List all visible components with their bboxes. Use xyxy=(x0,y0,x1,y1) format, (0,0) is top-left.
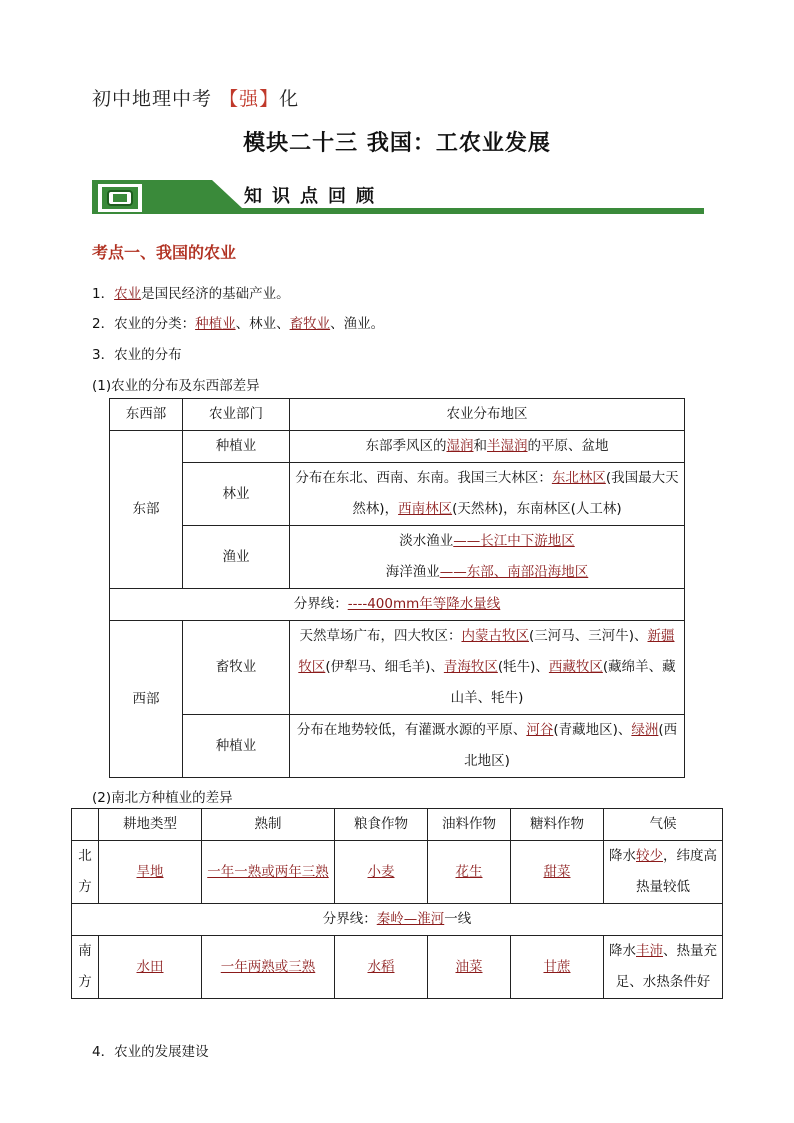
sugar-cell: 甜菜 xyxy=(511,841,604,904)
distribution-cell: 分布在东北、西南、东南。我国三大林区：东北林区(我国最大天然林)，西南林区(天然林)，东南林区(人工林) xyxy=(290,463,685,526)
table-row xyxy=(110,589,685,621)
grain-cell: 小麦 xyxy=(335,841,428,904)
dept-cell: 渔业 xyxy=(183,526,290,589)
climate-cell: 降水较少，纬度高热量较低 xyxy=(604,841,723,904)
oil-cell: 油菜 xyxy=(428,936,511,999)
table-row xyxy=(110,399,685,431)
distribution-cell: 分布在地势较低，有灌溉水源的平原、河谷(青藏地区)、绿洲(西北地区) xyxy=(290,715,685,778)
section-heading: 考点一、我国的农业 xyxy=(92,243,237,262)
page-title: 模块二十三 我国：工农业发展 xyxy=(243,131,551,156)
sugar-cell: 甘蔗 xyxy=(511,936,604,999)
header-cell: 气候 xyxy=(604,809,723,841)
distribution-cell: 淡水渔业——长江中下游地区 海洋渔业——东部、南部沿海地区 xyxy=(290,526,685,589)
dept-cell: 种植业 xyxy=(183,715,290,778)
region-west: 西部 xyxy=(110,621,183,778)
dept-cell: 林业 xyxy=(183,463,290,526)
land-cell: 旱地 xyxy=(99,841,202,904)
dept-cell: 畜牧业 xyxy=(183,621,290,715)
grain-cell: 水稻 xyxy=(335,936,428,999)
doc-header xyxy=(92,84,299,111)
north-south-table xyxy=(71,808,723,999)
south-label: 南方 xyxy=(72,936,99,999)
header-cell xyxy=(72,809,99,841)
table-row xyxy=(110,526,685,589)
header-cell: 油料作物 xyxy=(428,809,511,841)
banner-title: 知识点回顾 xyxy=(244,186,384,207)
table-row xyxy=(110,463,685,526)
subheading-2: (2)南北方种植业的差异 xyxy=(92,790,233,806)
header-cell: 耕地类型 xyxy=(99,809,202,841)
table-row xyxy=(110,715,685,778)
table-row xyxy=(72,809,723,841)
table-row xyxy=(72,904,723,936)
item-4: 4．农业的发展建设 xyxy=(92,1044,209,1060)
item-1: 1．农业是国民经济的基础产业。 xyxy=(92,286,290,302)
land-cell: 水田 xyxy=(99,936,202,999)
table-row xyxy=(72,841,723,904)
section-banner xyxy=(92,180,704,216)
subheading-1: (1)农业的分布及东西部差异 xyxy=(92,378,260,394)
crop-system-cell: 一年一熟或两年三熟 xyxy=(202,841,335,904)
table-row xyxy=(72,936,723,999)
header-cell: 熟制 xyxy=(202,809,335,841)
header-prefix: 初中地理中考 xyxy=(92,88,213,110)
divider-cell: 分界线：秦岭—淮河一线 xyxy=(72,904,723,936)
header-cell: 粮食作物 xyxy=(335,809,428,841)
header-cell: 农业分布地区 xyxy=(290,399,685,431)
distribution-cell: 天然草场广布，四大牧区：内蒙古牧区(三河马、三河牛)、新疆牧区(伊犁马、细毛羊)、青海牧区(牦牛)、西藏牧区(藏绵羊、藏山羊、牦牛) xyxy=(290,621,685,715)
divider-cell: 分界线：----400mm年等降水量线 xyxy=(110,589,685,621)
north-label: 北方 xyxy=(72,841,99,904)
table-row xyxy=(110,621,685,715)
header-bracket: 【强】 xyxy=(219,88,280,110)
agriculture-distribution-table xyxy=(109,398,685,778)
oil-cell: 花生 xyxy=(428,841,511,904)
header-cell: 东西部 xyxy=(110,399,183,431)
region-east: 东部 xyxy=(110,431,183,589)
dept-cell: 种植业 xyxy=(183,431,290,463)
item-2: 2．农业的分类：种植业、林业、畜牧业、渔业。 xyxy=(92,316,385,332)
header-suffix: 化 xyxy=(279,88,300,110)
item-3: 3．农业的分布 xyxy=(92,347,182,363)
header-cell: 农业部门 xyxy=(183,399,290,431)
climate-cell: 降水丰沛、热量充足、水热条件好 xyxy=(604,936,723,999)
distribution-cell: 东部季风区的湿润和半湿润的平原、盆地 xyxy=(290,431,685,463)
header-cell: 糖料作物 xyxy=(511,809,604,841)
table-row xyxy=(110,431,685,463)
crop-system-cell: 一年两熟或三熟 xyxy=(202,936,335,999)
